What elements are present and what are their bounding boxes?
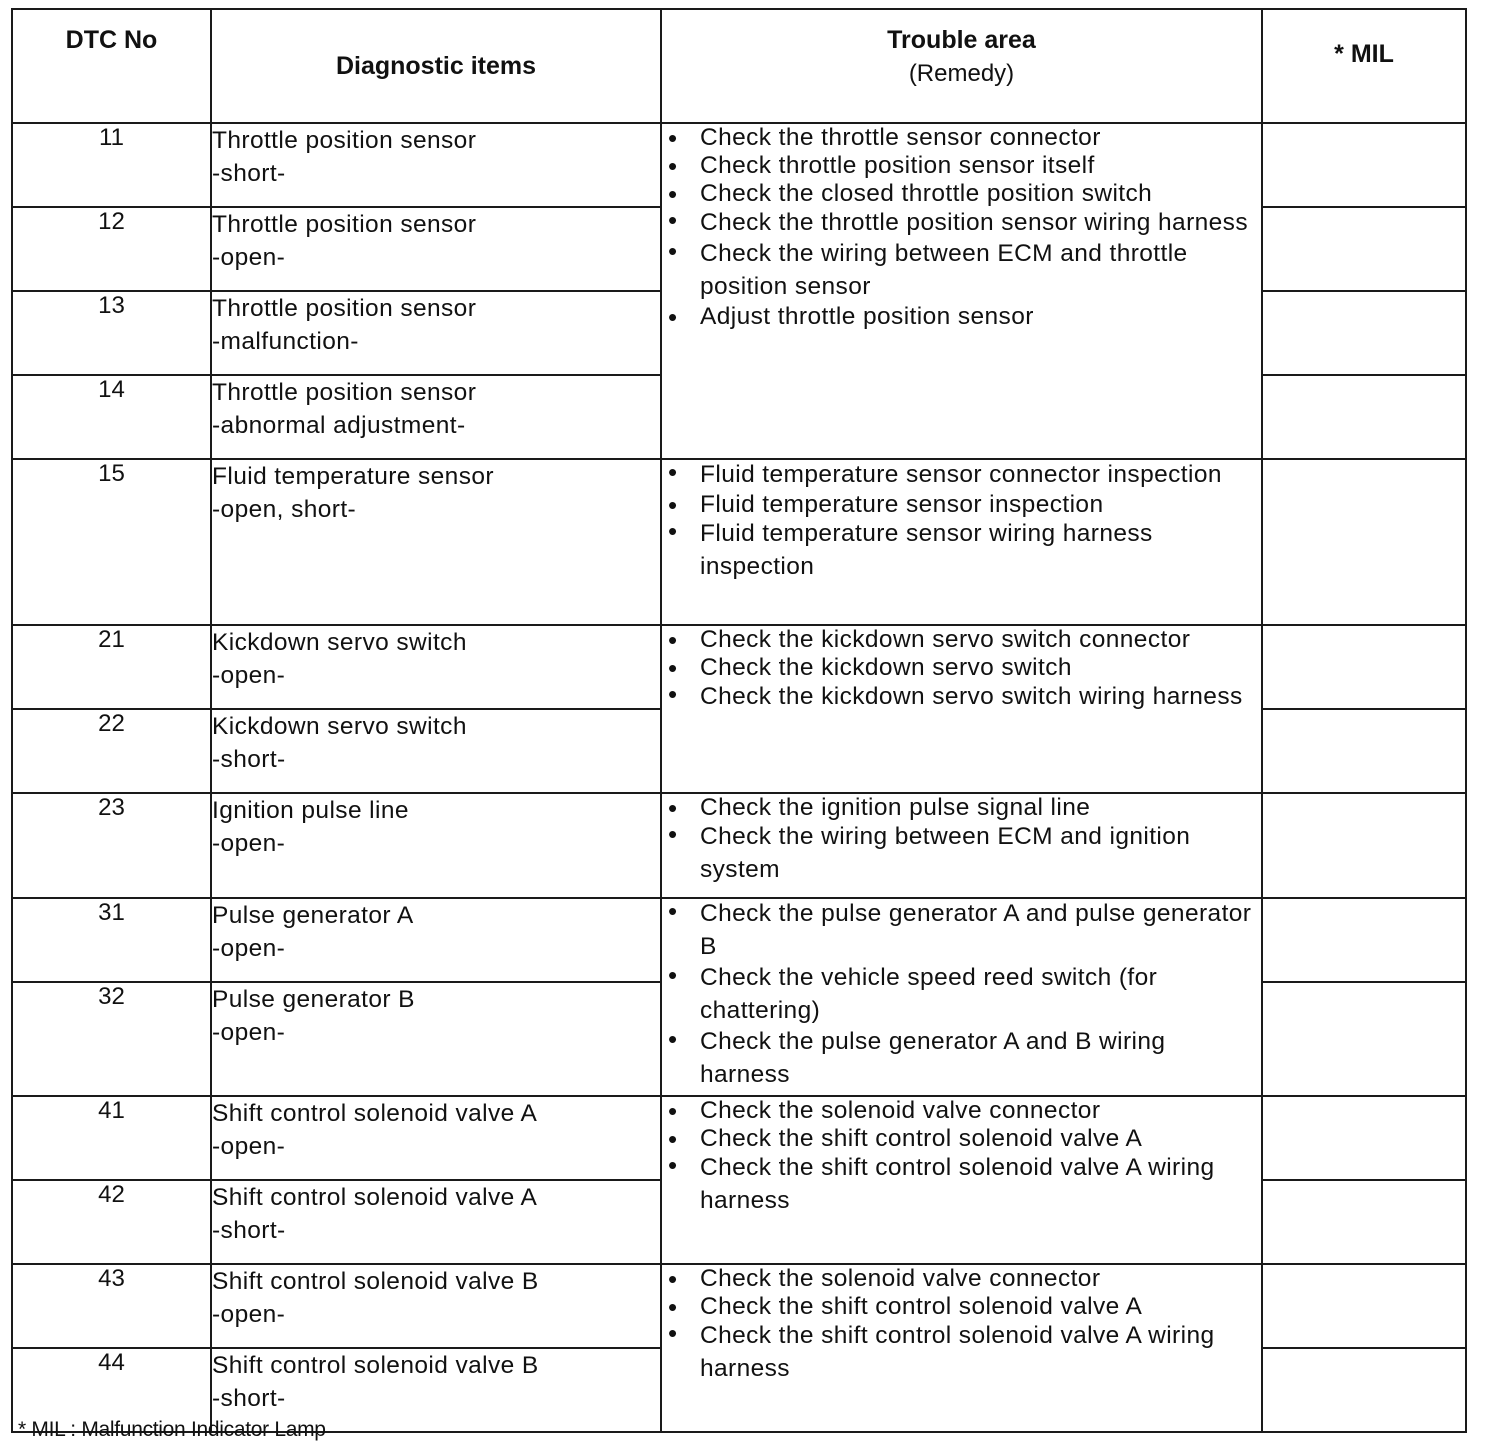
- table-row: [12, 898, 1466, 982]
- item-name: Throttle position sensor: [212, 211, 477, 238]
- item-detail: -abnormal adjustment-: [212, 412, 466, 439]
- mil-cell: [1262, 291, 1466, 375]
- item-detail: -malfunction-: [212, 328, 359, 355]
- item-name: Shift control solenoid valve A: [212, 1100, 538, 1127]
- remedy-item: • Check throttle position sensor itself: [662, 152, 1261, 180]
- diagnostic-item: [211, 1180, 661, 1264]
- diagnostic-item: [211, 291, 661, 375]
- dtc-code: 14: [12, 375, 211, 459]
- remedy-text: • Check the pulse generator A and B wiring harness: [700, 1028, 1166, 1088]
- item-name: Throttle position sensor: [212, 379, 477, 406]
- remedy-text: • Check the vehicle speed reed switch (for chattering): [700, 964, 1158, 1024]
- mil-cell: [1262, 459, 1466, 625]
- mil-cell: [1262, 375, 1466, 459]
- dtc-code: 11: [12, 123, 211, 207]
- remedy-list: [662, 1097, 1261, 1217]
- remedy-list: [662, 124, 1261, 331]
- remedy-text: • Check the wiring between ECM and ignition system: [700, 823, 1191, 883]
- item-detail: -open-: [212, 1133, 286, 1160]
- trouble-area-cell: [661, 123, 1262, 459]
- item-name: Pulse generator A: [212, 902, 414, 929]
- dtc-code: 32: [12, 982, 211, 1096]
- diagnostic-item: [211, 1096, 661, 1180]
- remedy-item: [662, 517, 1261, 583]
- diagnostic-item: [211, 1264, 661, 1348]
- item-detail: -open-: [212, 1019, 286, 1046]
- remedy-text: • Check the pulse generator A and pulse generator B: [700, 900, 1252, 960]
- item-name: Shift control solenoid valve B: [212, 1352, 539, 1379]
- remedy-item: • Check the throttle sensor connector: [662, 124, 1261, 152]
- diagnostic-item: [211, 625, 661, 709]
- remedy-item: • Adjust throttle position sensor: [662, 303, 1261, 331]
- remedy-item: [662, 961, 1261, 1027]
- dtc-code: 13: [12, 291, 211, 375]
- remedy-text: • Check the throttle position sensor wiring harness: [700, 209, 1248, 236]
- mil-cell: [1262, 625, 1466, 709]
- remedy-item: [662, 1319, 1261, 1385]
- diagnostic-item: [211, 898, 661, 982]
- dtc-code: 12: [12, 207, 211, 291]
- header-mil: * MIL: [1262, 9, 1466, 123]
- remedy-item: • Check the closed throttle position switch: [662, 180, 1261, 208]
- remedy-item: [662, 1151, 1261, 1217]
- remedy-list: [662, 897, 1261, 1091]
- item-name: Ignition pulse line: [212, 797, 409, 824]
- remedy-list: [662, 794, 1261, 886]
- mil-cell: [1262, 1096, 1466, 1180]
- mil-cell: [1262, 123, 1466, 207]
- item-detail: -open-: [212, 830, 286, 857]
- remedy-text: • Check the shift control solenoid valve A wiring harness: [700, 1154, 1215, 1214]
- item-name: Throttle position sensor: [212, 127, 477, 154]
- dtc-code: 15: [12, 459, 211, 625]
- dtc-code: 31: [12, 898, 211, 982]
- diagnostic-item: [211, 375, 661, 459]
- remedy-item: • Fluid temperature sensor inspection: [662, 491, 1261, 519]
- trouble-area-cell: [661, 625, 1262, 793]
- dtc-code: 41: [12, 1096, 211, 1180]
- dtc-table: [11, 8, 1467, 1433]
- trouble-area-cell: [661, 459, 1262, 625]
- dtc-code: 23: [12, 793, 211, 898]
- item-detail: -short-: [212, 1385, 286, 1412]
- remedy-text: • Check the shift control solenoid valve A wiring harness: [700, 1322, 1215, 1382]
- remedy-list: [662, 626, 1261, 713]
- mil-cell: [1262, 1180, 1466, 1264]
- item-detail: -open, short-: [212, 496, 357, 523]
- remedy-item: [662, 458, 1261, 491]
- table-row: [12, 459, 1466, 625]
- remedy-item: [662, 897, 1261, 963]
- mil-cell: [1262, 1264, 1466, 1348]
- mil-cell: [1262, 793, 1466, 898]
- remedy-item: • Check the shift control solenoid valve A: [662, 1125, 1261, 1153]
- item-detail: -short-: [212, 746, 286, 773]
- remedy-item: [662, 680, 1261, 713]
- remedy-item: • Check the ignition pulse signal line: [662, 794, 1261, 822]
- remedy-item: • Check the kickdown servo switch: [662, 654, 1261, 682]
- table-row: [12, 1096, 1466, 1180]
- header-remedy: (Remedy): [908, 60, 1015, 87]
- remedy-item: • Check the shift control solenoid valve A: [662, 1293, 1261, 1321]
- table-row: [12, 625, 1466, 709]
- item-name: Pulse generator B: [212, 986, 415, 1013]
- diagnostic-item: [211, 207, 661, 291]
- remedy-text: • Check the wiring between ECM and throttle position sensor: [700, 240, 1188, 300]
- dtc-code: 44: [12, 1348, 211, 1432]
- header-dtc-no: DTC No: [12, 9, 211, 123]
- remedy-item: [662, 1025, 1261, 1091]
- remedy-text: • Fluid temperature sensor wiring harness inspection: [700, 520, 1153, 580]
- dtc-code: 43: [12, 1264, 211, 1348]
- diagnostic-item: [211, 709, 661, 793]
- item-name: Throttle position sensor: [212, 295, 477, 322]
- remedy-item: [662, 237, 1261, 303]
- item-name: Shift control solenoid valve A: [212, 1184, 538, 1211]
- header-trouble-area: [661, 9, 1262, 123]
- mil-cell: [1262, 982, 1466, 1096]
- item-name: Kickdown servo switch: [212, 713, 467, 740]
- header-row: [12, 9, 1466, 123]
- item-detail: -open-: [212, 1301, 286, 1328]
- item-detail: -short-: [212, 1217, 286, 1244]
- mil-cell: [1262, 207, 1466, 291]
- table-row: [12, 793, 1466, 898]
- diagnostic-item: [211, 459, 661, 625]
- item-detail: -open-: [212, 935, 286, 962]
- dtc-code: 22: [12, 709, 211, 793]
- remedy-item: • Check the kickdown servo switch connector: [662, 626, 1261, 654]
- dtc-code: 42: [12, 1180, 211, 1264]
- item-name: Fluid temperature sensor: [212, 463, 494, 490]
- mil-cell: [1262, 1348, 1466, 1432]
- mil-cell: [1262, 898, 1466, 982]
- diagnostic-item: [211, 123, 661, 207]
- item-name: Shift control solenoid valve B: [212, 1268, 539, 1295]
- mil-cell: [1262, 709, 1466, 793]
- diagnostic-item: [211, 982, 661, 1096]
- header-trouble-area-title: Trouble area: [887, 26, 1036, 54]
- remedy-list: [662, 1265, 1261, 1385]
- trouble-area-cell: [661, 898, 1262, 1096]
- footnote: * MIL : Malfunction Indicator Lamp: [18, 1418, 326, 1441]
- table-row: [12, 123, 1466, 207]
- remedy-item: [662, 820, 1261, 886]
- remedy-item: • Check the solenoid valve connector: [662, 1265, 1261, 1293]
- dtc-code: 21: [12, 625, 211, 709]
- item-detail: -short-: [212, 160, 286, 187]
- item-detail: -open-: [212, 244, 286, 271]
- trouble-area-cell: [661, 1264, 1262, 1432]
- remedy-text: • Fluid temperature sensor connector inspection: [700, 461, 1222, 488]
- trouble-area-cell: [661, 793, 1262, 898]
- remedy-list: [662, 458, 1261, 583]
- remedy-item: • Check the solenoid valve connector: [662, 1097, 1261, 1125]
- remedy-item: [662, 206, 1261, 239]
- header-diagnostic-items: Diagnostic items: [211, 9, 661, 123]
- table-row: [12, 1264, 1466, 1348]
- item-name: Kickdown servo switch: [212, 629, 467, 656]
- remedy-text: • Check the kickdown servo switch wiring harness: [700, 683, 1243, 710]
- item-detail: -open-: [212, 662, 286, 689]
- trouble-area-cell: [661, 1096, 1262, 1264]
- diagnostic-item: [211, 793, 661, 898]
